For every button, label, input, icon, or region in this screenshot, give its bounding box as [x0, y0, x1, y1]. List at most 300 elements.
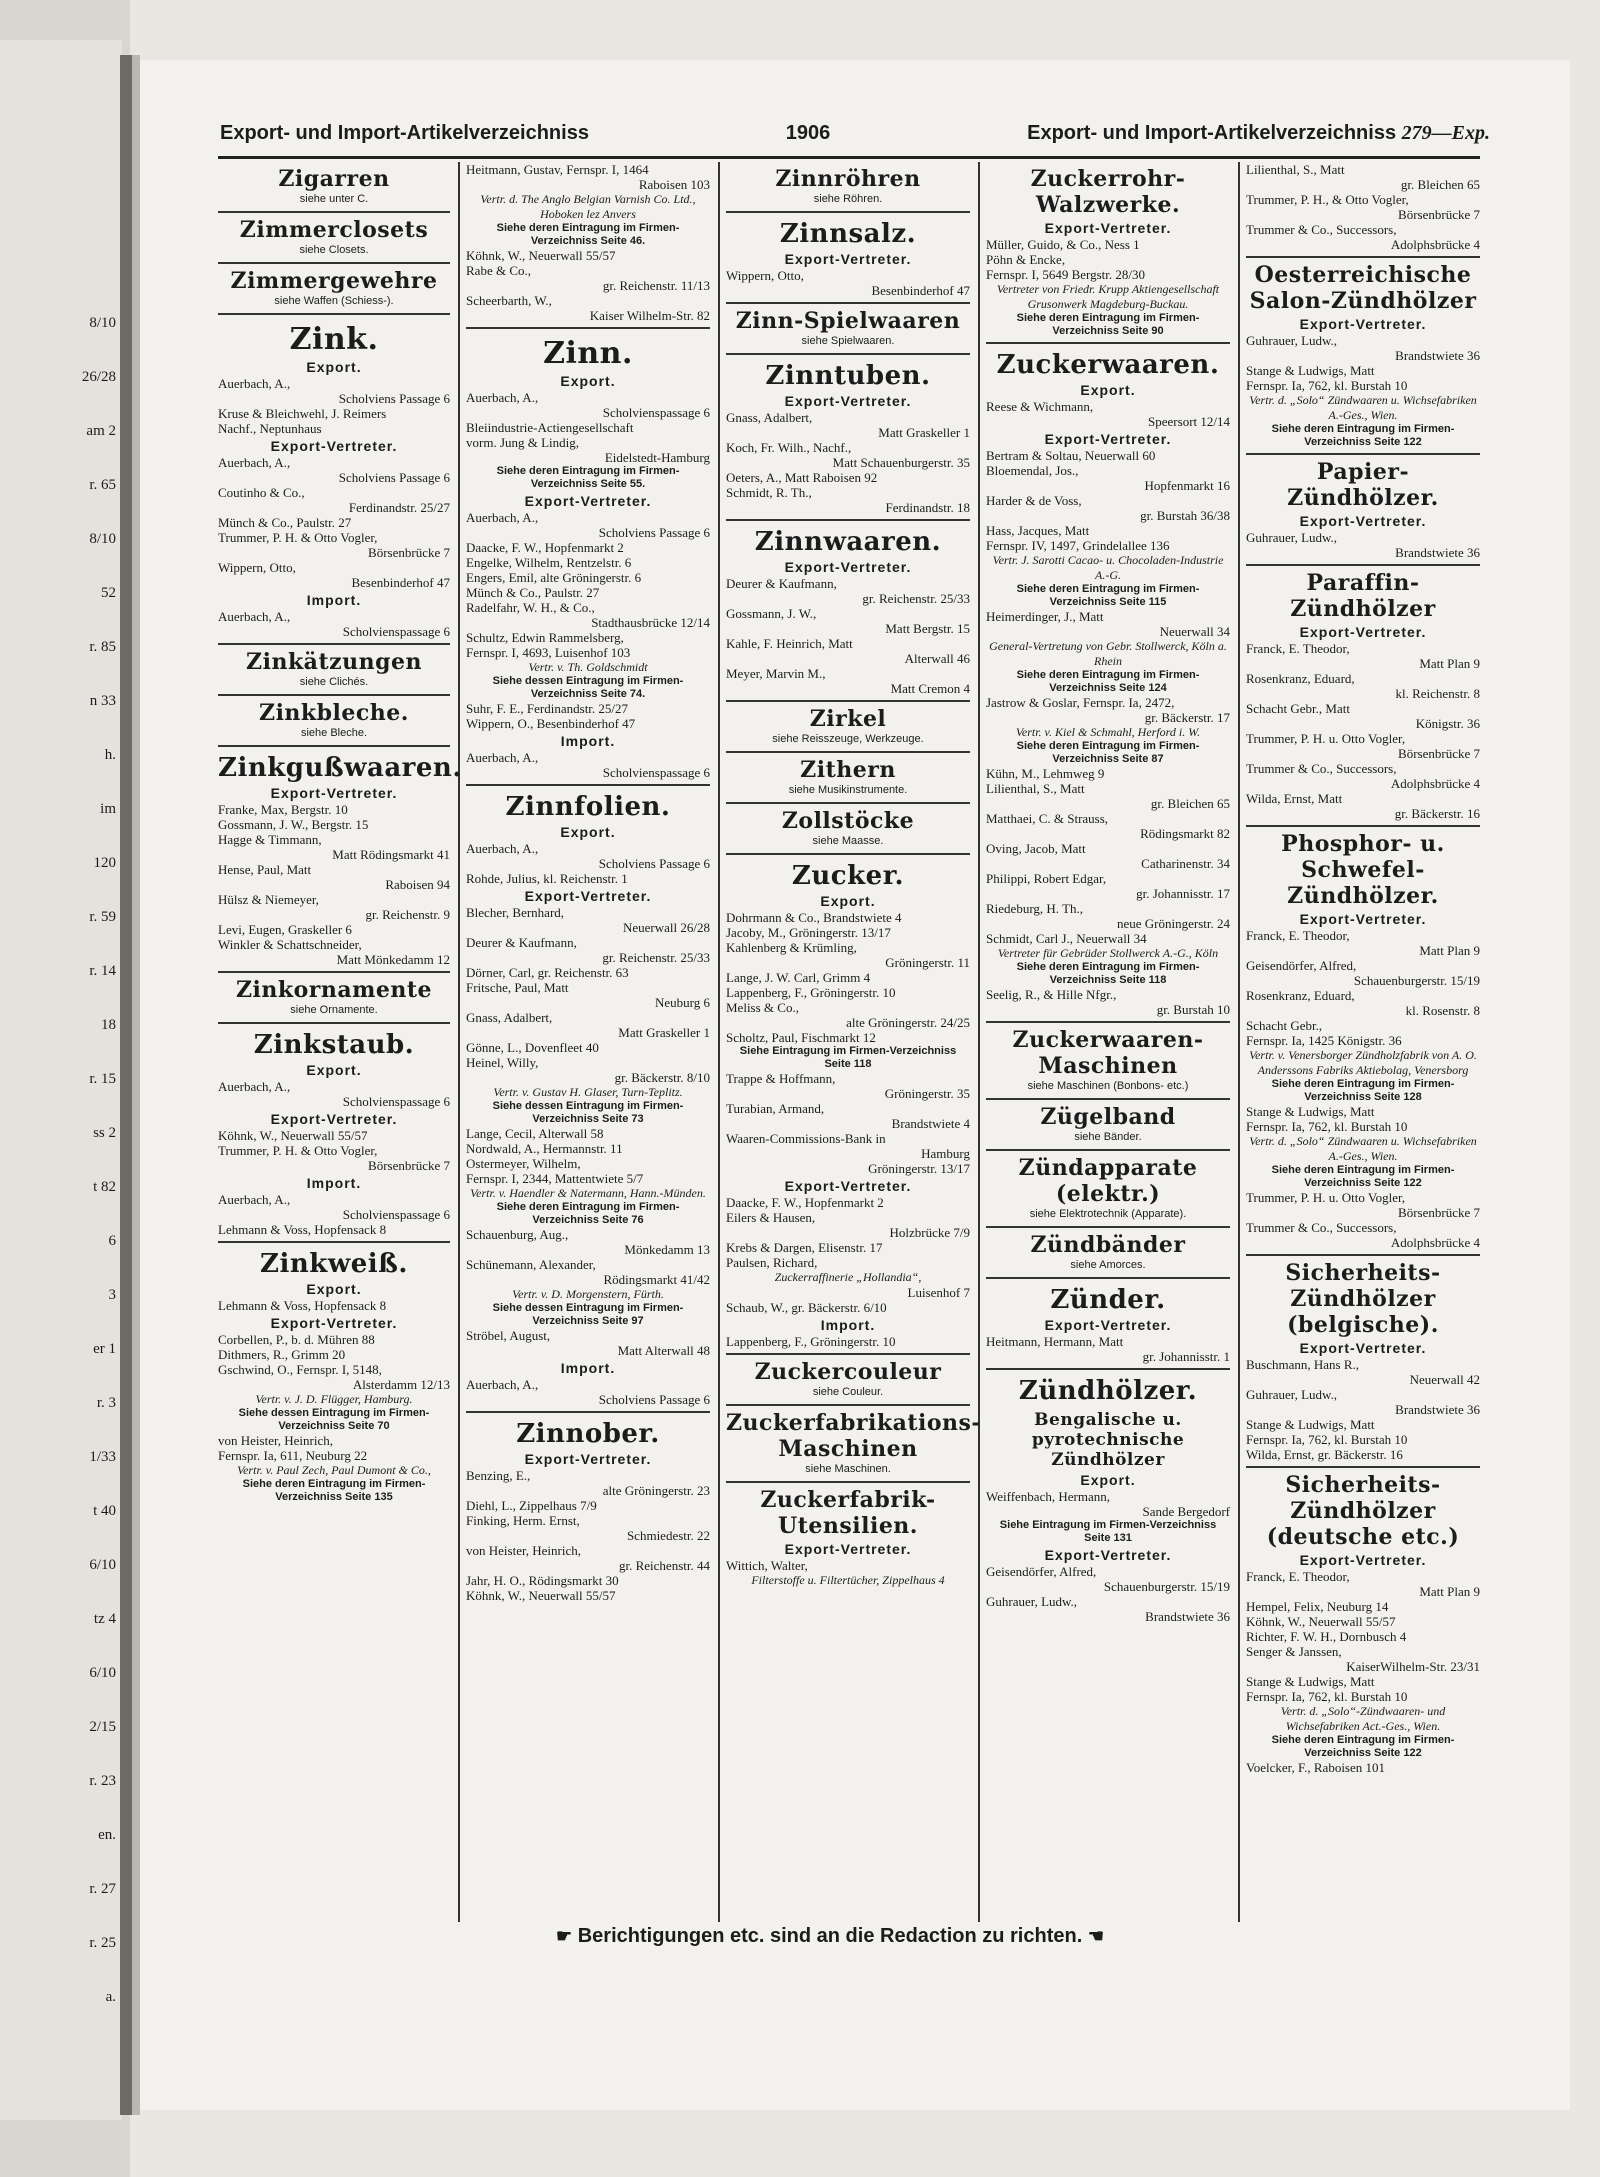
left-page-fragment: 52 [101, 585, 116, 601]
firm-address: Matt Bergstr. 15 [885, 621, 970, 636]
firm-entry: Kruse & Bleichwehl, J. Reimers [218, 406, 387, 421]
header-left: Export- und Import-Artikelverzeichniss [220, 122, 589, 144]
firm-address: Hamburg [921, 1146, 970, 1161]
agency-note: Vertr. v. D. Morgenstern, Fürth. [512, 1287, 664, 1301]
firm-entry: Trummer, P. H. & Otto Vogler, [218, 530, 378, 545]
see-reference: siehe Maschinen (Bonbons- etc.) [1027, 1080, 1189, 1092]
footer-text: Berichtigungen etc. sind an die Redaction zu richten. [577, 1925, 1083, 1947]
entry-title: Zuckerfabrik-Utensilien. [760, 1487, 936, 1539]
left-page-fragment: r. 3 [96, 1395, 116, 1411]
firm-address: Brandstwiete 36 [1395, 545, 1480, 560]
firm-entry: Auerbach, A., [218, 455, 291, 470]
firm-address: Börsenbrücke 7 [1398, 1205, 1480, 1220]
firm-entry: Richter, F. W. H., Dornbusch 4 [1246, 1629, 1407, 1644]
firm-entry: Fernspr. Ia, 762, kl. Burstah 10 [1246, 1119, 1408, 1134]
firm-address: Ferdinandstr. 25/27 [348, 500, 450, 515]
category-label: Export-Vertreter. [1299, 911, 1427, 927]
entry-title: Sicherheits-Zündhölzer (belgische). [1285, 1260, 1441, 1338]
section-rule [218, 694, 450, 696]
firm-address: gr. Johannisstr. 17 [1136, 886, 1230, 901]
left-page-fragment: 8/10 [89, 531, 116, 547]
left-page-fragment: 2/15 [89, 1719, 116, 1735]
left-page-fragment: a. [105, 1989, 116, 2005]
left-page-fragment: im [100, 801, 116, 817]
firm-entry: Jahr, H. O., Rödingsmarkt 30 [466, 1573, 619, 1588]
section-rule [726, 700, 970, 702]
entry-title: Zimmerclosets [239, 217, 429, 243]
firm-entry: Gnass, Adalbert, [466, 1010, 553, 1025]
firm-address: kl. Rosenstr. 8 [1405, 1003, 1480, 1018]
entry-title: Zinkgußwaaren. [218, 753, 462, 783]
firm-entry: Fernspr. I, 5649 Bergstr. 28/30 [986, 267, 1146, 282]
firm-address: Matt Plan 9 [1419, 656, 1480, 671]
see-reference: siehe Clichés. [299, 676, 369, 688]
firm-entry: Köhnk, W., Neuerwall 55/57 [466, 248, 616, 263]
firm-entry: Koch, Fr. Wilh., Nachf., [726, 440, 852, 455]
left-page-fragment: r. 14 [89, 963, 116, 979]
firm-address: Matt Plan 9 [1419, 943, 1480, 958]
firm-address: neue Gröningerstr. 24 [1116, 916, 1230, 931]
column-5 [1246, 162, 1480, 1775]
firm-address: Neuburg 6 [654, 995, 710, 1010]
firm-entry: Auerbach, A., [218, 1079, 291, 1094]
firm-entry: Gschwind, O., Fernspr. I, 5148, [218, 1362, 382, 1377]
firm-entry: Levi, Eugen, Graskeller 6 [218, 922, 352, 937]
firm-address: Besenbinderhof 47 [351, 575, 450, 590]
agency-note: Vertr. d. „Solo“-Zündwaaren- und Wichsefabriken Act.-Ges., Wien. [1280, 1704, 1446, 1733]
firm-address: Brandstwiete 36 [1395, 348, 1480, 363]
entry-title: Zinnober. [516, 1419, 660, 1449]
section-rule [986, 1277, 1230, 1279]
agency-note: Vertr. v. Haendler & Natermann, Hann.-Münden. [470, 1186, 706, 1200]
see-reference: siehe Closets. [299, 244, 369, 256]
firm-address: Luisenhof 7 [907, 1285, 970, 1300]
entry-title: Zuckerrohr-Walzwerke. [1030, 166, 1186, 218]
entry-title: Zithern [800, 757, 896, 783]
firm-address: Alsterdamm 12/13 [352, 1377, 450, 1392]
firm-entry: Guhrauer, Ludw., [1246, 1387, 1338, 1402]
firm-address: Raboisen 103 [638, 177, 710, 192]
section-rule [726, 802, 970, 804]
firm-entry: Lehmann & Voss, Hopfensack 8 [218, 1222, 387, 1237]
firm-entry: Oving, Jacob, Matt [986, 841, 1086, 856]
firm-entry: Diehl, L., Zippelhaus 7/9 [466, 1498, 597, 1513]
category-label: Export-Vertreter. [1044, 1547, 1172, 1563]
header-right-group [1027, 122, 1490, 145]
firm-entry: Benzing, E., [466, 1468, 531, 1483]
firm-entry: Fritsche, Paul, Matt [466, 980, 569, 995]
firm-address: Matt Alterwall 48 [617, 1343, 710, 1358]
section-rule [1246, 825, 1480, 827]
firm-address: Rödingsmarkt 82 [1140, 826, 1230, 841]
column-divider [978, 162, 980, 1922]
firm-entry: Schauenburg, Aug., [466, 1227, 569, 1242]
category-label: Import. [560, 1360, 616, 1376]
entry-title: Phosphor- u. Schwefel-Zündhölzer. [1281, 831, 1445, 909]
entry-title: Zinntuben. [765, 361, 931, 391]
category-label: Export-Vertreter. [1044, 1317, 1172, 1333]
firm-entry: Dohrmann & Co., Brandstwiete 4 [726, 910, 902, 925]
firm-entry: Rosenkranz, Eduard, [1246, 988, 1355, 1003]
firm-entry: Auerbach, A., [466, 510, 539, 525]
entry-title: Paraffin-Zündhölzer [1290, 570, 1436, 622]
firm-entry: Jacoby, M., Gröningerstr. 13/17 [726, 925, 891, 940]
directory-reference: Siehe Eintragung im Firmen-Verzeichniss Seite 118 [739, 1045, 957, 1070]
firm-entry: Wittich, Walter, [726, 1558, 808, 1573]
see-reference: siehe Musikinstrumente. [788, 784, 908, 796]
firm-address: Schmiedestr. 22 [626, 1528, 710, 1543]
firm-address: alte Gröningerstr. 23 [602, 1483, 710, 1498]
firm-entry: Hagge & Timmann, [218, 832, 322, 847]
firm-address: KaiserWilhelm-Str. 23/31 [1346, 1659, 1480, 1674]
firm-entry: Auerbach, A., [466, 390, 539, 405]
firm-entry: Köhnk, W., Neuerwall 55/57 [218, 1128, 368, 1143]
left-page-fragment: r. 23 [89, 1773, 116, 1789]
firm-entry: Köhnk, W., Neuerwall 55/57 [466, 1588, 616, 1603]
firm-entry: Trummer, P. H. u. Otto Vogler, [1246, 731, 1406, 746]
firm-entry: Trummer, P. H. u. Otto Vogler, [1246, 1190, 1406, 1205]
section-rule [726, 1481, 970, 1483]
firm-address: Rödingsmarkt 41/42 [603, 1272, 710, 1287]
firm-entry: Fernspr. Ia, 1425 Königstr. 36 [1246, 1033, 1402, 1048]
firm-entry: Dörner, Carl, gr. Reichenstr. 63 [466, 965, 629, 980]
section-rule [726, 519, 970, 521]
entry-title: Papier-Zündhölzer. [1287, 459, 1439, 511]
directory-reference: Siehe deren Eintragung im Firmen-Verzeichniss Seite 55. [496, 465, 680, 490]
left-page-fragment: r. 65 [89, 477, 116, 493]
firm-entry: Fernspr. I, 2344, Mattentwiete 5/7 [466, 1171, 644, 1186]
category-label: Export-Vertreter. [524, 888, 652, 904]
category-label: Export-Vertreter. [784, 393, 912, 409]
firm-entry: Münch & Co., Paulstr. 27 [466, 585, 600, 600]
firm-address: Matt Schauenburgerstr. 35 [832, 455, 970, 470]
entry-title: Zuckercouleur [754, 1359, 942, 1385]
firm-entry: Auerbach, A., [218, 376, 291, 391]
firm-entry: Heitmann, Gustav, Fernspr. I, 1464 [466, 162, 649, 177]
section-rule [726, 751, 970, 753]
see-reference: siehe Bänder. [1074, 1131, 1142, 1143]
firm-entry: Trummer, P. H., & Otto Vogler, [1246, 192, 1409, 207]
left-page-fragment: 3 [108, 1287, 116, 1303]
firm-entry: Meyer, Marvin M., [726, 666, 826, 681]
section-rule [986, 1368, 1230, 1370]
firm-entry: Waaren-Commissions-Bank in [726, 1131, 886, 1146]
left-page-fragment: 18 [101, 1017, 116, 1033]
firm-entry: Wippern, Otto, [218, 560, 296, 575]
firm-address: Stadthausbrücke 12/14 [591, 615, 710, 630]
firm-entry: Lappenberg, F., Gröningerstr. 10 [726, 1334, 896, 1349]
firm-entry: Lange, J. W. Carl, Grimm 4 [726, 970, 871, 985]
firm-entry: Reese & Wichmann, [986, 399, 1094, 414]
entry-title: Zinnsalz. [779, 219, 917, 249]
firm-address: Neuerwall 26/28 [622, 920, 710, 935]
directory-reference: Siehe deren Eintragung im Firmen-Verzeichniss Seite 124 [1016, 669, 1200, 694]
entry-title: Zimmergewehre [230, 268, 438, 294]
firm-entry: Riedeburg, H. Th., [986, 901, 1084, 916]
directory-reference: Siehe deren Eintragung im Firmen-Verzeichniss Seite 122 [1271, 423, 1455, 448]
section-rule [986, 1149, 1230, 1151]
firm-address: Sande Bergedorf [1142, 1504, 1230, 1519]
firm-address: Brandstwiete 36 [1145, 1609, 1230, 1624]
page-header [220, 122, 1490, 145]
entry-title: Zinnfolien. [505, 792, 671, 822]
category-label: Import. [306, 592, 362, 608]
section-rule [726, 1353, 970, 1355]
firm-entry: von Heister, Heinrich, [218, 1433, 334, 1448]
firm-address: gr. Reichenstr. 11/13 [602, 278, 710, 293]
firm-entry: Krebs & Dargen, Elisenstr. 17 [726, 1240, 883, 1255]
see-reference: siehe Röhren. [813, 193, 883, 205]
section-rule [1246, 1466, 1480, 1468]
agency-note: Vertr. v. Venersborger Zündholzfabrik von A. O. Anderssons Fabriks Aktiebolag, Venersborg [1249, 1048, 1477, 1077]
firm-address: Scholvienspassage 6 [602, 765, 710, 780]
agency-note: Filterstoffe u. Filtertücher, Zippelhaus 4 [751, 1573, 945, 1587]
entry-title: Zink. [289, 322, 379, 357]
section-rule [218, 745, 450, 747]
agency-note: Vertr. v. Gustav H. Glaser, Turn-Teplitz. [493, 1085, 683, 1099]
category-label: Export-Vertreter. [524, 493, 652, 509]
firm-entry: vorm. Jung & Lindig, [466, 435, 580, 450]
firm-address: Speersort 12/14 [1148, 414, 1230, 429]
firm-entry: Lange, Cecil, Alterwall 58 [466, 1126, 604, 1141]
firm-address: Börsenbrücke 7 [1398, 207, 1480, 222]
firm-address: gr. Bleichen 65 [1150, 796, 1230, 811]
firm-address: Adolphsbrücke 4 [1390, 1235, 1480, 1250]
category-label: Export. [306, 1281, 362, 1297]
agency-note: Vertr. v. Th. Goldschmidt [528, 660, 648, 674]
see-reference: siehe Reisszeuge, Werkzeuge. [772, 733, 924, 745]
category-label: Export. [1080, 1472, 1136, 1488]
left-page-fragment: r. 25 [89, 1935, 116, 1951]
section-rule [726, 353, 970, 355]
category-label: Export-Vertreter. [270, 1111, 398, 1127]
firm-address: Börsenbrücke 7 [368, 545, 450, 560]
section-rule [1246, 564, 1480, 566]
firm-address: Börsenbrücke 7 [368, 1158, 450, 1173]
category-label: Export. [560, 824, 616, 840]
firm-address: Börsenbrücke 7 [1398, 746, 1480, 761]
firm-entry: Engers, Emil, alte Gröningerstr. 6 [466, 570, 642, 585]
section-rule [466, 327, 710, 329]
category-label: Export-Vertreter. [1299, 513, 1427, 529]
firm-address: Scholviens Passage 6 [338, 391, 450, 406]
firm-entry: Schünemann, Alexander, [466, 1257, 596, 1272]
left-page-fragment: 120 [93, 855, 116, 871]
firm-entry: Deurer & Kaufmann, [726, 576, 837, 591]
entry-title: Zinnwaaren. [754, 527, 942, 557]
directory-reference: Siehe dessen Eintragung im Firmen-Verzeichniss Seite 73 [492, 1100, 684, 1125]
entry-title: Zinkornamente [235, 977, 433, 1003]
firm-address: Alterwall 46 [904, 651, 970, 666]
firm-address: Scholviens Passage 6 [598, 1392, 710, 1407]
firm-address: Ferdinandstr. 18 [885, 500, 970, 515]
firm-address: Scholviens Passage 6 [338, 470, 450, 485]
firm-entry: Fernspr. Ia, 762, kl. Burstah 10 [1246, 1432, 1408, 1447]
firm-entry: Schacht Gebr., [1246, 1018, 1323, 1033]
page-number: 279—Exp. [1401, 122, 1490, 144]
firm-entry: Eilers & Hausen, [726, 1210, 816, 1225]
left-page-fragment: n 33 [89, 693, 116, 709]
book-gutter [120, 55, 132, 2115]
firm-entry: Gnass, Adalbert, [726, 410, 813, 425]
category-label: Export-Vertreter. [1044, 431, 1172, 447]
directory-reference: Siehe deren Eintragung im Firmen-Verzeichniss Seite 128 [1271, 1078, 1455, 1103]
agency-note: Vertr. v. J. D. Flügger, Hamburg. [255, 1392, 413, 1406]
section-rule [986, 1021, 1230, 1023]
firm-entry: Radelfahr, W. H., & Co., [466, 600, 595, 615]
firm-entry: Wippern, Otto, [726, 268, 804, 283]
firm-entry: Fernspr. Ia, 762, kl. Burstah 10 [1246, 1689, 1408, 1704]
left-page-fragment: r. 27 [89, 1881, 116, 1897]
category-label: Export-Vertreter. [1299, 1340, 1427, 1356]
directory-reference: Siehe Eintragung im Firmen-Verzeichniss Seite 131 [999, 1519, 1217, 1544]
category-label: Export. [820, 893, 876, 909]
pointing-hand-left-icon: ☚ [1087, 1926, 1104, 1946]
section-rule [218, 1241, 450, 1243]
entry-title: Zinkstaub. [253, 1030, 415, 1060]
firm-entry: Trummer & Co., Successors, [1246, 761, 1397, 776]
firm-entry: Paulsen, Richard, [726, 1255, 818, 1270]
firm-entry: Auerbach, A., [218, 609, 291, 624]
category-label: Export-Vertreter. [270, 785, 398, 801]
firm-address: Mönkedamm 13 [624, 1242, 710, 1257]
firm-entry: Wilda, Ernst, Matt [1246, 791, 1343, 806]
firm-entry: Scholtz, Paul, Fischmarkt 12 [726, 1030, 876, 1045]
firm-entry: Engelke, Wilhelm, Rentzelstr. 6 [466, 555, 632, 570]
entry-title: Oesterreichische Salon-Zündhölzer [1249, 262, 1477, 314]
section-rule [218, 262, 450, 264]
firm-address: Scholvienspassage 6 [342, 624, 450, 639]
firm-entry: Hülsz & Niemeyer, [218, 892, 319, 907]
firm-entry: Scheerbarth, W., [466, 293, 552, 308]
left-page-fragment: tz 4 [93, 1611, 116, 1627]
firm-entry: Nordwald, A., Hermannstr. 11 [466, 1141, 623, 1156]
firm-entry: Senger & Janssen, [1246, 1644, 1342, 1659]
firm-entry: Münch & Co., Paulstr. 27 [218, 515, 352, 530]
left-page-fragment: en. [98, 1827, 116, 1843]
firm-address: Gröningerstr. 13/17 [868, 1161, 970, 1176]
left-page-fragment: r. 59 [89, 909, 116, 925]
firm-entry: Oeters, A., Matt Raboisen 92 [726, 470, 878, 485]
directory-reference: Siehe deren Eintragung im Firmen-Verzeichniss Seite 135 [242, 1478, 426, 1503]
entry-title: Zinn. [543, 336, 633, 371]
firm-entry: Schmidt, Carl J., Neuerwall 34 [986, 931, 1147, 946]
firm-entry: Jastrow & Goslar, Fernspr. Ia, 2472, [986, 695, 1175, 710]
firm-entry: Bertram & Soltau, Neuerwall 60 [986, 448, 1156, 463]
firm-entry: Gossmann, J. W., [726, 606, 817, 621]
firm-address: Hopfenmarkt 16 [1144, 478, 1230, 493]
column-2 [466, 162, 710, 1603]
previous-page-strip [0, 40, 122, 2120]
firm-entry: Kühn, M., Lehmweg 9 [986, 766, 1105, 781]
firm-address: Scholvienspassage 6 [602, 405, 710, 420]
firm-address: gr. Bäckerstr. 16 [1394, 806, 1480, 821]
directory-reference: Siehe deren Eintragung im Firmen-Verzeichniss Seite 76 [496, 1201, 680, 1226]
section-rule [726, 211, 970, 213]
left-page-fragment: h. [104, 747, 116, 763]
firm-address: Matt Mönkedamm 12 [336, 952, 450, 967]
firm-address: gr. Johannisstr. 1 [1142, 1349, 1230, 1364]
left-page-fragment: er 1 [93, 1341, 116, 1357]
firm-entry: Corbellen, P., b. d. Mühren 88 [218, 1332, 375, 1347]
left-page-fragment: 1/33 [89, 1449, 116, 1465]
firm-entry: Hass, Jacques, Matt [986, 523, 1090, 538]
firm-address: Scholvienspassage 6 [342, 1207, 450, 1222]
firm-address: Gröningerstr. 11 [885, 955, 970, 970]
section-rule [218, 313, 450, 315]
left-page-fragment: t 40 [93, 1503, 116, 1519]
firm-address: Besenbinderhof 47 [871, 283, 970, 298]
firm-entry: Coutinho & Co., [218, 485, 305, 500]
section-rule [218, 1022, 450, 1024]
firm-entry: Rosenkranz, Eduard, [1246, 671, 1355, 686]
category-label: Export-Vertreter. [1299, 316, 1427, 332]
firm-address: Catharinenstr. 34 [1141, 856, 1230, 871]
firm-entry: Philippi, Robert Edgar, [986, 871, 1107, 886]
firm-entry: Hempel, Felix, Neuburg 14 [1246, 1599, 1389, 1614]
firm-entry: Lappenberg, F., Gröningerstr. 10 [726, 985, 896, 1000]
directory-reference: Siehe deren Eintragung im Firmen-Verzeichniss Seite 118 [1016, 961, 1200, 986]
entry-title: Sicherheits-Zündhölzer (deutsche etc.) [1266, 1472, 1460, 1550]
entry-title: Zinnröhren [775, 166, 921, 192]
firm-entry: Geisendörfer, Alfred, [986, 1564, 1097, 1579]
entry-subtitle: Bengalische u. pyrotechnische Zündhölzer [1031, 1410, 1185, 1470]
firm-entry: Ströbel, August, [466, 1328, 551, 1343]
see-reference: siehe Couleur. [812, 1386, 884, 1398]
firm-entry: Stange & Ludwigs, Matt [1246, 1674, 1375, 1689]
see-reference: siehe Amorces. [1070, 1259, 1146, 1271]
firm-entry: Franck, E. Theodor, [1246, 1569, 1350, 1584]
firm-entry: Fernspr. Ia, 762, kl. Burstah 10 [1246, 378, 1408, 393]
firm-address: Adolphsbrücke 4 [1390, 776, 1480, 791]
directory-reference: Siehe deren Eintragung im Firmen-Verzeichniss Seite 46. [496, 222, 680, 247]
section-rule [466, 784, 710, 786]
firm-entry: Harder & de Voss, [986, 493, 1082, 508]
column-divider [458, 162, 460, 1922]
firm-address: gr. Reichenstr. 25/33 [602, 950, 710, 965]
firm-entry: Ostermeyer, Wilhelm, [466, 1156, 581, 1171]
firm-address: Kaiser Wilhelm-Str. 82 [589, 308, 710, 323]
header-right: Export- und Import-Artikelverzeichniss [1027, 122, 1397, 144]
left-page-fragment: 6 [108, 1233, 116, 1249]
firm-entry: Nachf., Neptunhaus [218, 421, 322, 436]
section-rule [986, 342, 1230, 344]
section-rule [1246, 1254, 1480, 1256]
firm-entry: Rohde, Julius, kl. Reichenstr. 1 [466, 871, 628, 886]
category-label: Export-Vertreter. [784, 1541, 912, 1557]
firm-address: Adolphsbrücke 4 [1390, 237, 1480, 252]
footer-notice [470, 1925, 1190, 1948]
firm-entry: Schaub, W., gr. Bäckerstr. 6/10 [726, 1300, 887, 1315]
section-rule [1246, 256, 1480, 258]
firm-entry: Trappe & Hoffmann, [726, 1071, 836, 1086]
firm-entry: Finking, Herm. Ernst, [466, 1513, 580, 1528]
firm-entry: Hense, Paul, Matt [218, 862, 312, 877]
entry-title: Zuckerfabrikations-Maschinen [726, 1410, 982, 1462]
firm-entry: Trummer & Co., Successors, [1246, 1220, 1397, 1235]
agency-note: Vertreter für Gebrüder Stollwerck A.-G., Köln [997, 946, 1219, 960]
left-page-fragment: am 2 [86, 423, 116, 439]
firm-entry: Auerbach, A., [218, 1192, 291, 1207]
firm-entry: Buschmann, Hans R., [1246, 1357, 1360, 1372]
entry-title: Zünder. [1050, 1285, 1166, 1315]
firm-address: Raboisen 94 [385, 877, 450, 892]
see-reference: siehe unter C. [299, 193, 369, 205]
firm-entry: Fernspr. Ia, 611, Neuburg 22 [218, 1448, 368, 1463]
category-label: Import. [560, 733, 616, 749]
firm-entry: Franck, E. Theodor, [1246, 641, 1350, 656]
agency-note: Vertr. d. „Solo“ Zündwaaren u. Wichsefabriken A.-Ges., Wien. [1249, 1134, 1477, 1163]
